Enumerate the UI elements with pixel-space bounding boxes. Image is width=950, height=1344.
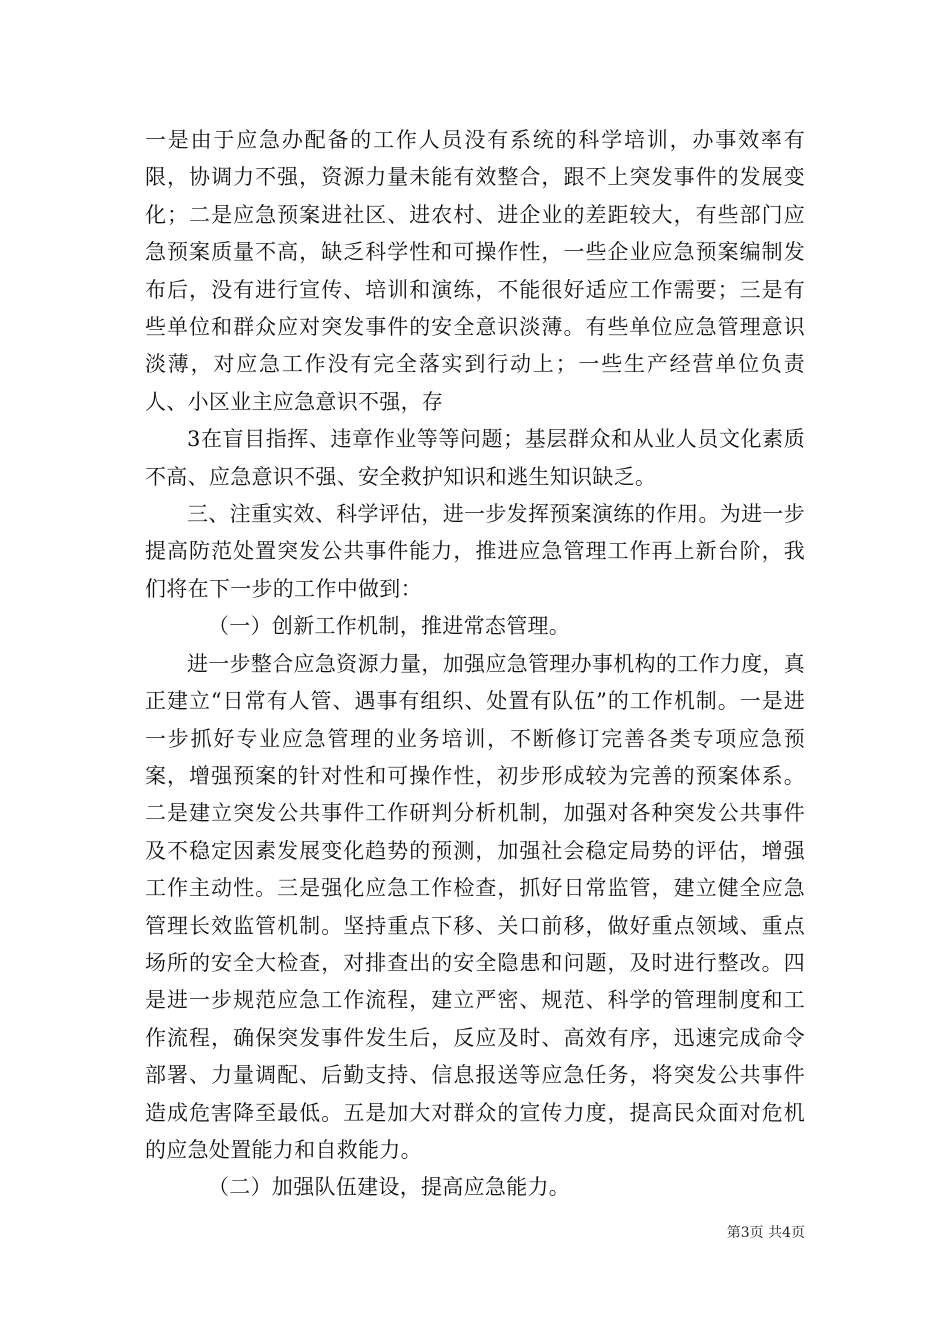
subheading-two: （二）加强队伍建设，提高应急能力。 <box>208 1175 571 1200</box>
paragraph-mechanism: 进一步整合应急资源力量，加强应急管理办事机构的工作力度，真正建立“日常有人管、遇事有组织、处置有队伍”的工作机制。一是进一步抓好专业应急管理的业务培训，不断修订完善各类专项应急预案，增强预案的针对性和可操作性，初步形成较为完善的预案体系。二是建立突发公共事件工作研判分析机制，加强对各种突发公共事件及不稳定因素发展变化趋势的预测，加强社会稳定局势的评估，增强工作主动性。三是强化应急工作检查，抓好日常监管，建立健全应急管理长效监管机制。坚持重点下移、关口前移，做好重点领域、重点场所的安全大检查，对排查出的安全隐患和问题，及时进行整改。四是进一步规范应急工作流程，建立严密、规范、科学的管理制度和工作流程，确保突发事件发生后，反应及时、高效有序，迅速完成命令部署、力量调配、后勤支持、信息报送等应急任务，将突发公共事件造成危害降至最低。五是加大对群众的宣传力度，提高民众面对危机的应急处置能力和自救能力。 <box>145 651 805 1162</box>
document-body <box>145 122 805 1207</box>
paragraph-awareness: 3在盲目指挥、违章作业等等问题；基层群众和从业人员文化素质不高、应急意识不强、安全救护知识和逃生知识缺乏。 <box>145 427 805 489</box>
paragraph-continuation: 一是由于应急办配备的工作人员没有系统的科学培训，办事效率有限，协调力不强，资源力量未能有效整合，跟不上突发事件的发展变化；二是应急预案进社区、进农村、进企业的差距较大，有些部门应急预案质量不高，缺乏科学性和可操作性，一些企业应急预案编制发布后，没有进行宣传、培训和演练，不能很好适应工作需要；三是有些单位和群众应对突发事件的安全意识淡薄。有些单位应急管理意识淡薄，对应急工作没有完全落实到行动上；一些生产经营单位负责人、小区业主应急意识不强，存 <box>145 128 805 414</box>
page-number: 第3页 共4页 <box>726 1225 805 1241</box>
paragraph-section-three: 三、注重实效、科学评估，进一步发挥预案演练的作用。为进一步提高防范处置突发公共事件能力，推进应急管理工作再上新台阶，我们将在下一步的工作中做到： <box>145 502 805 601</box>
subheading-one: （一）创新工作机制，推进常态管理。 <box>208 614 571 639</box>
